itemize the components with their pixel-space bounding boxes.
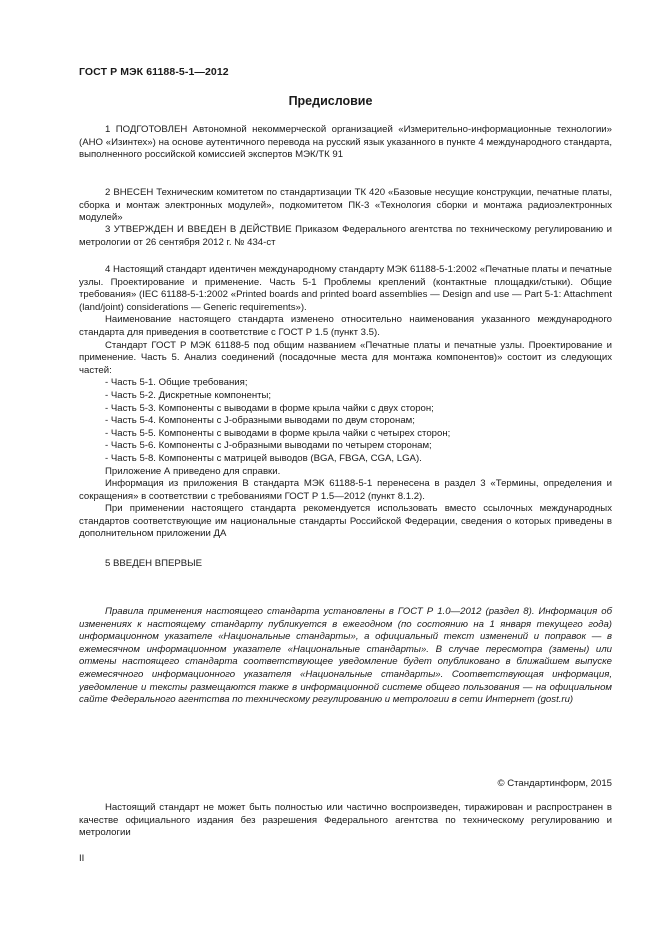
- section-4-parts-intro: Стандарт ГОСТ Р МЭК 61188-5 под общим названием «Печатные платы и печатные узлы. Проектирование и применение. Часть 5. Анализ соединений (посадочные места для монтажа компонентов)» состоит из следующих частей:: [79, 339, 612, 376]
- section-5: [79, 558, 612, 571]
- part-list-item: - Часть 5-2. Дискретные компоненты;: [105, 389, 272, 401]
- document-header: ГОСТ Р МЭК 61188-5-1—2012: [79, 66, 229, 78]
- section-2-text: 2 ВНЕСЕН Техническим комитетом по стандартизации ТК 420 «Базовые несущие конструкции, печатные платы, сборка и монтаж электронных модулей», подкомитетом ПК-3 «Технология сборки и монтажа радиоэлектронных модулей»: [79, 187, 612, 224]
- page-number: II: [79, 853, 85, 864]
- section-3: [79, 224, 612, 249]
- usage-rules-notice: Правила применения настоящего стандарта установлены в ГОСТ Р 1.0—2012 (раздел 8). Информация об изменениях к настоящему стандарту публикуется в ежегодном (по состоянию на 1 января текущего года) информационном указателе «Национальные стандарты», а официальный текст изменений и поправок — в ежемесячном информационном указателе «Национальные стандарты». В случае пересмотра (замены) или отмены настоящего стандарта соответствующее уведомление будет опубликовано в ближайшем выпуске ежемесячного информационного указателя «Национальные стандарты». Соответствующая информация, уведомление и тексты размещаются также в информационной системе общего пользования — на официальном сайте Федерального агентства по техническому регулированию и метрологии в сети Интернет (gost.ru): [79, 606, 612, 706]
- copyright: © Стандартинформ, 2015: [497, 778, 612, 789]
- part-list-item: - Часть 5-1. Общие требования;: [105, 377, 248, 389]
- reproduction-notice: Настоящий стандарт не может быть полностью или частично воспроизведен, тиражирован и распространен в качестве официального издания без разрешения Федерального агентства по техническому регулированию и метрологии: [79, 802, 612, 839]
- part-list-item: - Часть 5-5. Компоненты с выводами в форме крыла чайки с четырех сторон;: [105, 427, 451, 439]
- section-1: [79, 124, 612, 162]
- section-1-text: 1 ПОДГОТОВЛЕН Автономной некоммерческой организацией «Измерительно-информационные технологии» (АНО «Изинтех») на основе аутентичного перевода на русский язык указанного в пункте 4 международного стандарта, выполненного российской комиссией экспертов МЭК/ТК 91: [79, 124, 612, 161]
- references-note: При применении настоящего стандарта рекомендуется использовать вместо ссылочных международных стандартов соответствующие им национальные стандарты Российской Федерации, сведения о которых приведены в дополнительном приложении ДА: [79, 503, 612, 540]
- page-title: Предисловие: [288, 94, 373, 108]
- part-list-item: - Часть 5-8. Компоненты с матрицей выводов (BGA, FBGA, CGA, LGA).: [105, 452, 422, 464]
- section-3-text: 3 УТВЕРЖДЕН И ВВЕДЕН В ДЕЙСТВИЕ Приказом Федерального агентства по техническому регулированию и метрологии от 26 сентября 2012 г. № 434-ст: [79, 224, 612, 248]
- section-4: [79, 264, 612, 541]
- part-list-item: - Часть 5-3. Компоненты с выводами в форме крыла чайки с двух сторон;: [105, 402, 434, 414]
- appendix-note: Приложение А приведено для справки.: [105, 465, 281, 477]
- section-4-title-note: Наименование настоящего стандарта изменено относительно наименования указанного международного стандарта для приведения в соответствие с ГОСТ Р 1.5 (пункт 3.5).: [79, 314, 612, 338]
- part-list-item: - Часть 5-4. Компоненты с J-образными выводами по двум сторонам;: [105, 415, 415, 427]
- section-2: [79, 187, 612, 225]
- section-5-text: 5 ВВЕДЕН ВПЕРВЫЕ: [105, 558, 203, 569]
- section-4-text: 4 Настоящий стандарт идентичен международному стандарту МЭК 61188-5-1:2002 «Печатные платы и печатные узлы. Проектирование и применение. Часть 5-1 Проблемы креплений (контактные площадки/стыки). Общие требования» (IEC 61188-5-1:2002 «Printed boards and printed board assemblies — Design and use — Part 5-1: Attachment (land/joint) considerations — Generic requirements»).: [79, 264, 612, 313]
- appendix-b-note: Информация из приложения В стандарта МЭК 61188-5-1 перенесена в раздел 3 «Термины, определения и сокращения» в соответствии с требованиями ГОСТ Р 1.5—2012 (пункт 8.1.2).: [79, 478, 612, 502]
- part-list-item: - Часть 5-6. Компоненты с J-образными выводами по четырем сторонам;: [105, 440, 432, 452]
